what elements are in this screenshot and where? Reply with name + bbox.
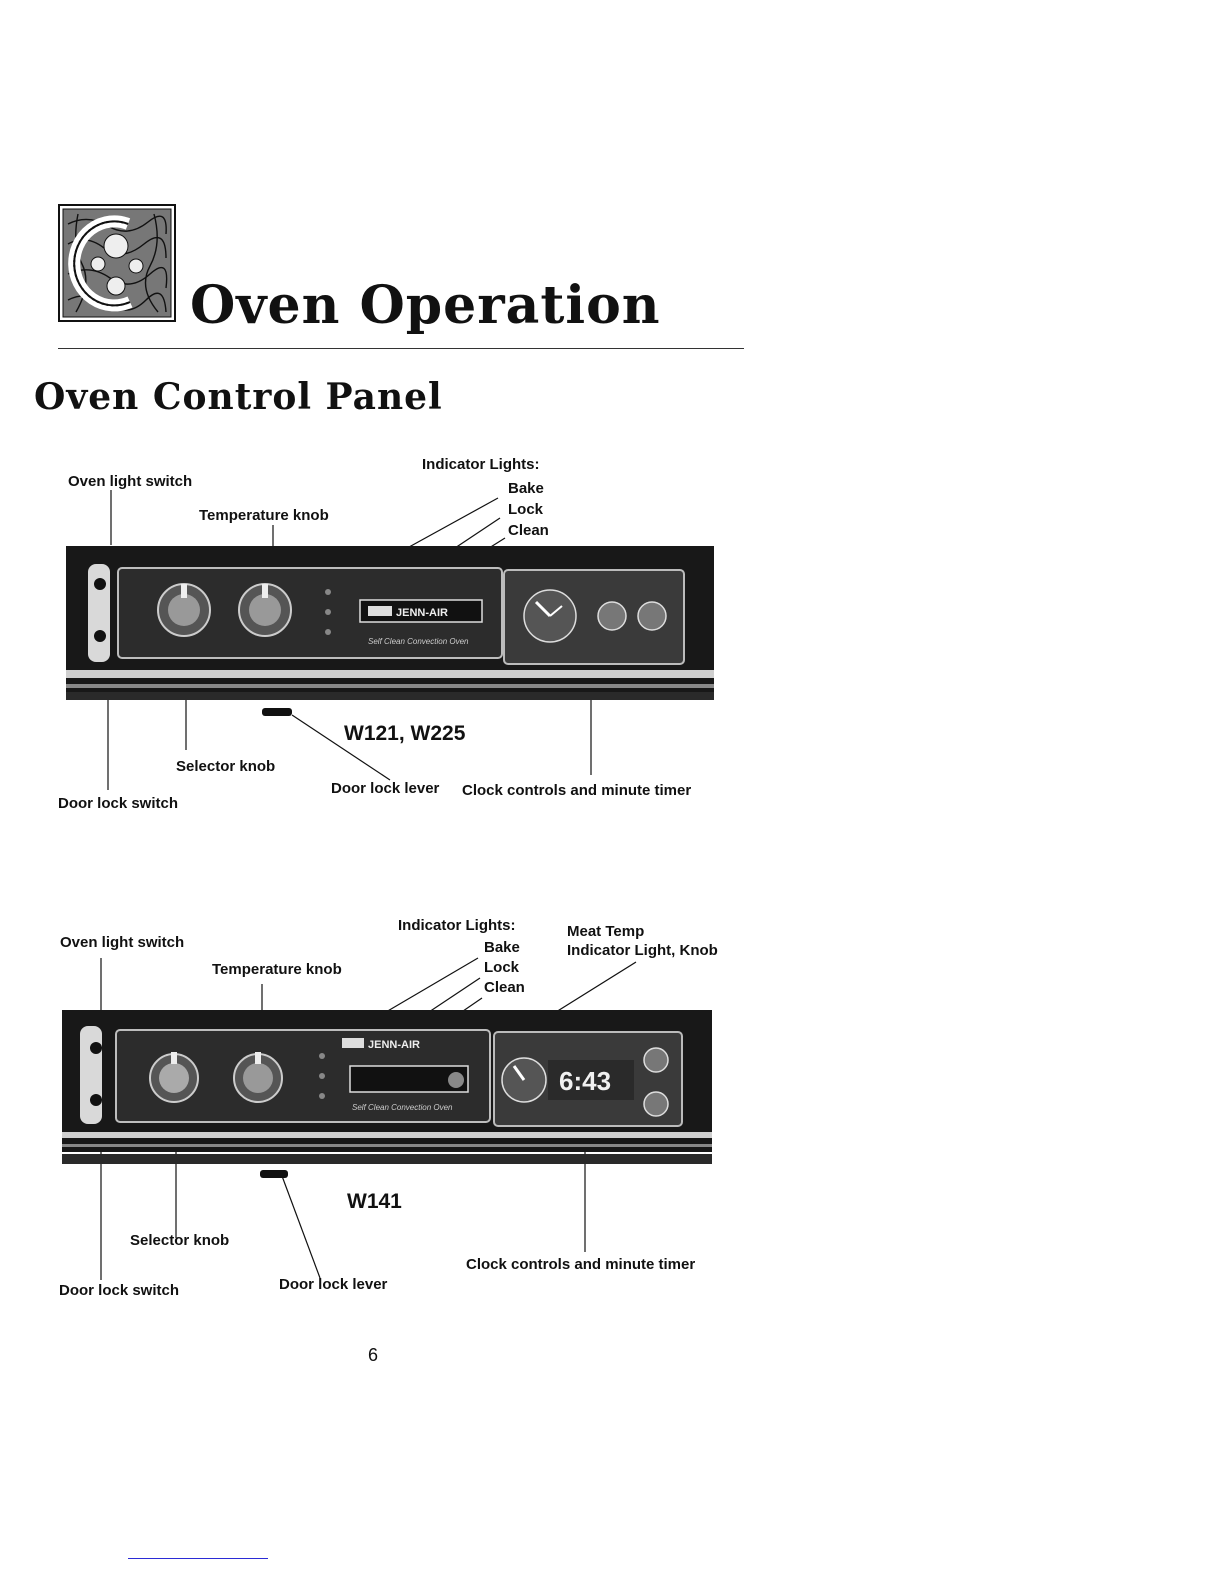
- oven-light-switch[interactable]: [94, 578, 106, 590]
- door-lock-lever-label: Door lock lever: [279, 1276, 388, 1293]
- model-number: W141: [347, 1190, 402, 1213]
- clock-controls-label: Clock controls and minute timer: [466, 1256, 696, 1273]
- lock-label: Lock: [484, 959, 520, 976]
- selector-knob-label: Selector knob: [130, 1232, 230, 1249]
- temperature-knob-label: Temperature knob: [212, 961, 342, 978]
- clock-stop-knob[interactable]: [644, 1048, 668, 1072]
- temperature-knob[interactable]: [239, 584, 291, 636]
- indicator-lights-heading: Indicator Lights:: [422, 456, 540, 473]
- clock-icon: [524, 590, 576, 642]
- door-lock-switch-label: Door lock switch: [58, 795, 179, 812]
- lock-indicator-light: [325, 609, 331, 615]
- bake-indicator-light: [325, 589, 331, 595]
- footer-rule: [128, 1558, 268, 1559]
- clock-controls-label: Clock controls and minute timer: [462, 782, 692, 799]
- door-lock-lever-label: Door lock lever: [331, 780, 440, 797]
- meat-temp-knob[interactable]: [448, 1072, 464, 1088]
- temperature-knob[interactable]: [234, 1052, 282, 1102]
- clean-indicator-light: [325, 629, 331, 635]
- clock-set-knob[interactable]: [598, 602, 626, 630]
- selector-knob[interactable]: [150, 1052, 198, 1102]
- temperature-knob-label: Temperature knob: [199, 507, 329, 524]
- door-lock-lever[interactable]: [260, 1170, 288, 1178]
- clean-indicator-light: [319, 1093, 325, 1099]
- clock-display-text: 6:43: [559, 1066, 612, 1096]
- indicator-lights-heading: Indicator Lights:: [398, 917, 516, 934]
- bake-indicator-light: [319, 1053, 325, 1059]
- title-underline: [58, 348, 744, 349]
- oven-light-switch-label: Oven light switch: [68, 473, 193, 490]
- clock-start-knob[interactable]: [644, 1092, 668, 1116]
- page-number: 6: [368, 1345, 379, 1365]
- door-lock-switch[interactable]: [94, 630, 106, 642]
- bake-label: Bake: [508, 480, 544, 497]
- lock-indicator-light: [319, 1073, 325, 1079]
- model-number: W121, W225: [344, 722, 466, 745]
- door-lock-switch[interactable]: [90, 1094, 102, 1106]
- section-heading: Oven Control Panel: [34, 376, 443, 418]
- oven-light-switch[interactable]: [90, 1042, 102, 1054]
- page-title: Oven Operation: [190, 275, 661, 336]
- brand-logo: JENN-AIR: [396, 607, 448, 619]
- clean-label: Clean: [484, 979, 525, 996]
- oven-panel-diagram-1: [0, 440, 760, 820]
- brand-tagline: Self Clean Convection Oven: [352, 1103, 453, 1112]
- oven-light-switch-label: Oven light switch: [60, 934, 185, 951]
- minute-timer-knob[interactable]: [638, 602, 666, 630]
- selector-knob[interactable]: [158, 584, 210, 636]
- door-lock-switch-label: Door lock switch: [59, 1282, 180, 1299]
- clean-label: Clean: [508, 522, 549, 539]
- selector-knob-label: Selector knob: [176, 758, 276, 775]
- brand-tagline: Self Clean Convection Oven: [368, 637, 469, 646]
- minute-timer-icon: [502, 1058, 546, 1102]
- meat-temp-sub-label: Indicator Light, Knob: [567, 942, 718, 959]
- meat-temp-label: Meat Temp: [567, 923, 645, 940]
- bake-label: Bake: [484, 939, 520, 956]
- ornate-initial-O-icon: [58, 204, 176, 322]
- door-lock-lever[interactable]: [262, 708, 292, 716]
- lock-label: Lock: [508, 501, 544, 518]
- brand-logo: JENN-AIR: [368, 1039, 420, 1051]
